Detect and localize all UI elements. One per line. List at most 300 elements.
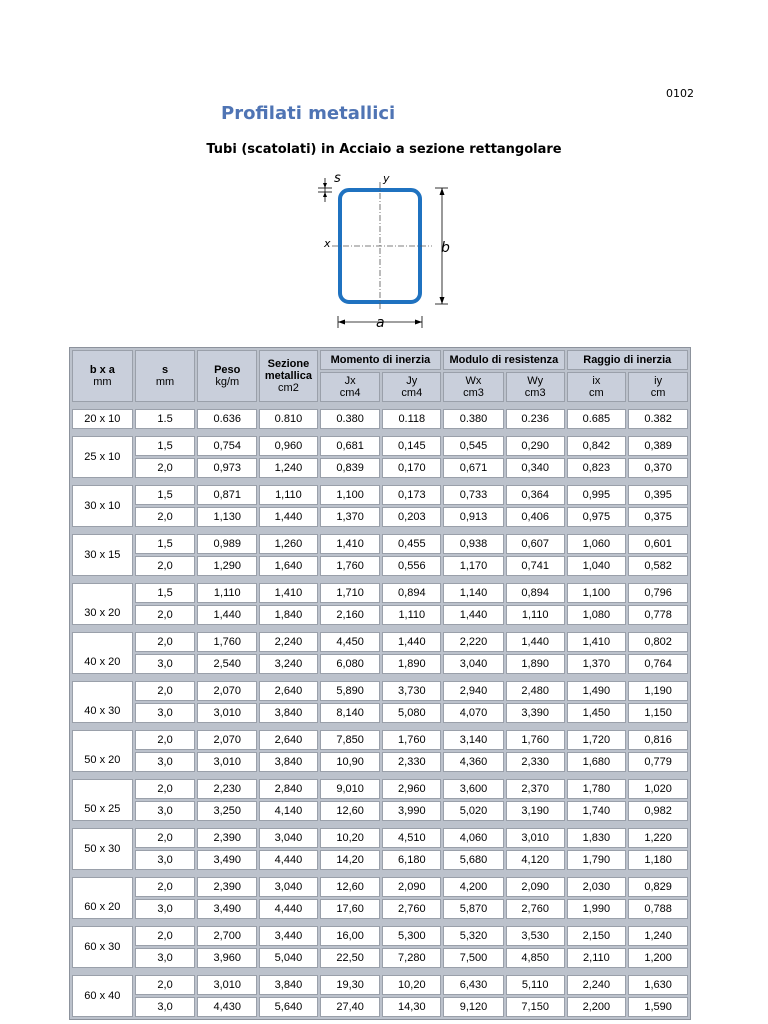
value-cell: 0,671 [443, 458, 504, 478]
size-cell: 50 x 30 [72, 828, 133, 870]
value-cell: 3,0 [135, 948, 196, 968]
value-cell: 12,60 [320, 877, 381, 897]
value-cell: 2,230 [197, 779, 257, 799]
value-cell: 1,190 [628, 681, 688, 701]
value-cell: 2,0 [135, 975, 196, 995]
value-cell: 0,842 [567, 436, 627, 456]
table-row [72, 583, 688, 603]
value-cell: 1,110 [197, 583, 257, 603]
value-cell: 0,556 [382, 556, 441, 576]
value-cell: 3,0 [135, 752, 196, 772]
value-cell: 2,0 [135, 507, 196, 527]
value-cell: 1,020 [628, 779, 688, 799]
value-cell: 1,130 [197, 507, 257, 527]
col-header-bxa: b x a mm [72, 350, 133, 402]
value-cell: 0,145 [382, 436, 441, 456]
col-header-peso: Peso kg/m [197, 350, 257, 402]
value-cell: 0,545 [443, 436, 504, 456]
value-cell: 0.236 [506, 409, 565, 429]
value-cell: 2,0 [135, 779, 196, 799]
table-row [72, 409, 688, 429]
value-cell: 10,20 [320, 828, 381, 848]
value-cell: 2,640 [259, 681, 318, 701]
value-cell: 2,480 [506, 681, 565, 701]
table-row [72, 828, 688, 848]
table-row [72, 703, 688, 723]
value-cell: 17,60 [320, 899, 381, 919]
value-cell: 0,173 [382, 485, 441, 505]
value-cell: 0,779 [628, 752, 688, 772]
value-cell: 4,360 [443, 752, 504, 772]
table-row [72, 975, 688, 995]
table-row [72, 730, 688, 750]
value-cell: 1,710 [320, 583, 381, 603]
group-spacer [72, 970, 688, 973]
value-cell: 2,640 [259, 730, 318, 750]
value-cell: 1,110 [259, 485, 318, 505]
value-cell: 3,390 [506, 703, 565, 723]
value-cell: 0,894 [382, 583, 441, 603]
value-cell: 4,440 [259, 850, 318, 870]
value-cell: 2,0 [135, 458, 196, 478]
group-spacer [72, 676, 688, 679]
value-cell: 0,778 [628, 605, 688, 625]
value-cell: 1,720 [567, 730, 627, 750]
value-cell: 1,080 [567, 605, 627, 625]
table-row [72, 926, 688, 946]
table-row [72, 877, 688, 897]
size-cell: 50 x 20 [72, 730, 133, 772]
value-cell: 1,5 [135, 583, 196, 603]
value-cell: 2,390 [197, 877, 257, 897]
table-body [72, 404, 688, 1017]
value-cell: 0,455 [382, 534, 441, 554]
value-cell: 3,730 [382, 681, 441, 701]
value-cell: 4,850 [506, 948, 565, 968]
value-cell: 2,540 [197, 654, 257, 674]
value-cell: 1,5 [135, 436, 196, 456]
table-row [72, 436, 688, 456]
value-cell: 1,440 [443, 605, 504, 625]
value-cell: 5,890 [320, 681, 381, 701]
value-cell: 1,840 [259, 605, 318, 625]
value-cell: 3,600 [443, 779, 504, 799]
table-row [72, 632, 688, 652]
group-header-modulo: Modulo di resistenza [443, 350, 564, 370]
value-cell: 4,200 [443, 877, 504, 897]
value-cell: 0,829 [628, 877, 688, 897]
value-cell: 1,370 [567, 654, 627, 674]
value-cell: 1,100 [320, 485, 381, 505]
value-cell: 6,180 [382, 850, 441, 870]
value-cell: 1,890 [382, 654, 441, 674]
table-row [72, 681, 688, 701]
value-cell: 4,120 [506, 850, 565, 870]
value-cell: 2,0 [135, 828, 196, 848]
table-row [72, 534, 688, 554]
size-cell: 60 x 40 [72, 975, 133, 1017]
value-cell: 1,260 [259, 534, 318, 554]
value-cell: 2,960 [382, 779, 441, 799]
group-spacer [72, 431, 688, 434]
value-cell: 1,680 [567, 752, 627, 772]
value-cell: 2,0 [135, 605, 196, 625]
value-cell: 1,200 [628, 948, 688, 968]
value-cell: 3,140 [443, 730, 504, 750]
value-cell: 1,790 [567, 850, 627, 870]
table-row [72, 605, 688, 625]
value-cell: 2,200 [567, 997, 627, 1017]
value-cell: 2,150 [567, 926, 627, 946]
value-cell: 1,240 [628, 926, 688, 946]
value-cell: 1,5 [135, 485, 196, 505]
value-cell: 0,816 [628, 730, 688, 750]
value-cell: 3,040 [259, 828, 318, 848]
value-cell: 12,60 [320, 801, 381, 821]
value-cell: 7,280 [382, 948, 441, 968]
table-row [72, 556, 688, 576]
value-cell: 1,040 [567, 556, 627, 576]
table-row [72, 779, 688, 799]
value-cell: 3,490 [197, 850, 257, 870]
value-cell: 1,060 [567, 534, 627, 554]
value-cell: 1,990 [567, 899, 627, 919]
value-cell: 1,440 [259, 507, 318, 527]
value-cell: 9,010 [320, 779, 381, 799]
value-cell: 4,060 [443, 828, 504, 848]
value-cell: 2,0 [135, 681, 196, 701]
properties-table [69, 347, 691, 1020]
size-cell: 25 x 10 [72, 436, 133, 478]
value-cell: 0,389 [628, 436, 688, 456]
value-cell: 1,830 [567, 828, 627, 848]
value-cell: 3,960 [197, 948, 257, 968]
value-cell: 3,0 [135, 899, 196, 919]
value-cell: 0.810 [259, 409, 318, 429]
value-cell: 0,960 [259, 436, 318, 456]
value-cell: 2,330 [506, 752, 565, 772]
value-cell: 7,150 [506, 997, 565, 1017]
y-label: y [383, 172, 390, 185]
value-cell: 3,840 [259, 703, 318, 723]
group-header-momento: Momento di inerzia [320, 350, 441, 370]
value-cell: 0,802 [628, 632, 688, 652]
group-spacer [72, 480, 688, 483]
value-cell: 3,010 [197, 975, 257, 995]
value-cell: 3,0 [135, 654, 196, 674]
value-cell: 3,0 [135, 997, 196, 1017]
group-spacer [72, 627, 688, 630]
a-label: a [376, 315, 385, 331]
value-cell: 7,850 [320, 730, 381, 750]
value-cell: 1,410 [259, 583, 318, 603]
size-cell: 30 x 20 [72, 583, 133, 625]
value-cell: 0,681 [320, 436, 381, 456]
value-cell: 6,080 [320, 654, 381, 674]
value-cell: 3,530 [506, 926, 565, 946]
value-cell: 0,995 [567, 485, 627, 505]
value-cell: 2,760 [506, 899, 565, 919]
value-cell: 2,0 [135, 730, 196, 750]
value-cell: 1,370 [320, 507, 381, 527]
value-cell: 0.636 [197, 409, 257, 429]
value-cell: 1,410 [320, 534, 381, 554]
page-subtitle: Tubi (scatolati) in Acciaio a sezione rettangolare [206, 142, 562, 157]
value-cell: 0,741 [506, 556, 565, 576]
value-cell: 0.382 [628, 409, 688, 429]
value-cell: 4,450 [320, 632, 381, 652]
value-cell: 3,190 [506, 801, 565, 821]
value-cell: 2,0 [135, 926, 196, 946]
value-cell: 4,140 [259, 801, 318, 821]
value-cell: 27,40 [320, 997, 381, 1017]
col-header-jx: Jx cm4 [320, 372, 381, 402]
value-cell: 2,840 [259, 779, 318, 799]
value-cell: 1,410 [567, 632, 627, 652]
b-label: b [441, 240, 450, 256]
value-cell: 8,140 [320, 703, 381, 723]
value-cell: 14,20 [320, 850, 381, 870]
value-cell: 1,140 [443, 583, 504, 603]
value-cell: 10,90 [320, 752, 381, 772]
value-cell: 2,0 [135, 556, 196, 576]
value-cell: 2,070 [197, 681, 257, 701]
table-row [72, 485, 688, 505]
value-cell: 0,823 [567, 458, 627, 478]
value-cell: 14,30 [382, 997, 441, 1017]
value-cell: 1,100 [567, 583, 627, 603]
size-cell: 30 x 15 [72, 534, 133, 576]
col-header-ix: ix cm [567, 372, 627, 402]
value-cell: 0,395 [628, 485, 688, 505]
value-cell: 1,440 [506, 632, 565, 652]
group-spacer [72, 872, 688, 875]
value-cell: 1,490 [567, 681, 627, 701]
value-cell: 0,406 [506, 507, 565, 527]
table-row [72, 948, 688, 968]
value-cell: 0,170 [382, 458, 441, 478]
value-cell: 0.685 [567, 409, 627, 429]
value-cell: 2,760 [382, 899, 441, 919]
value-cell: 3,0 [135, 850, 196, 870]
value-cell: 0,938 [443, 534, 504, 554]
value-cell: 0,975 [567, 507, 627, 527]
col-header-s: s mm [135, 350, 196, 402]
value-cell: 3,040 [259, 877, 318, 897]
value-cell: 0,796 [628, 583, 688, 603]
value-cell: 0,607 [506, 534, 565, 554]
group-spacer [72, 529, 688, 532]
value-cell: 0.380 [443, 409, 504, 429]
table-row [72, 801, 688, 821]
value-cell: 1.5 [135, 409, 196, 429]
value-cell: 0,764 [628, 654, 688, 674]
value-cell: 1,5 [135, 534, 196, 554]
value-cell: 4,430 [197, 997, 257, 1017]
value-cell: 5,640 [259, 997, 318, 1017]
value-cell: 3,0 [135, 703, 196, 723]
value-cell: 0,894 [506, 583, 565, 603]
size-cell: 60 x 20 [72, 877, 133, 919]
col-header-jy: Jy cm4 [382, 372, 441, 402]
value-cell: 0,754 [197, 436, 257, 456]
value-cell: 0,290 [506, 436, 565, 456]
value-cell: 0,733 [443, 485, 504, 505]
value-cell: 0,601 [628, 534, 688, 554]
value-cell: 1,450 [567, 703, 627, 723]
value-cell: 1,440 [197, 605, 257, 625]
value-cell: 3,840 [259, 752, 318, 772]
value-cell: 3,010 [197, 703, 257, 723]
value-cell: 2,030 [567, 877, 627, 897]
value-cell: 1,760 [506, 730, 565, 750]
value-cell: 1,240 [259, 458, 318, 478]
value-cell: 1,760 [320, 556, 381, 576]
x-label: x [324, 237, 331, 250]
col-header-wx: Wx cm3 [443, 372, 504, 402]
group-spacer [72, 921, 688, 924]
value-cell: 2,110 [567, 948, 627, 968]
value-cell: 3,010 [506, 828, 565, 848]
size-cell: 30 x 10 [72, 485, 133, 527]
table-row [72, 997, 688, 1017]
value-cell: 4,070 [443, 703, 504, 723]
value-cell: 2,090 [506, 877, 565, 897]
value-cell: 0,370 [628, 458, 688, 478]
col-header-wy: Wy cm3 [506, 372, 565, 402]
page-number: 0102 [666, 87, 694, 100]
value-cell: 2,240 [259, 632, 318, 652]
value-cell: 0,973 [197, 458, 257, 478]
value-cell: 1,290 [197, 556, 257, 576]
value-cell: 5,300 [382, 926, 441, 946]
value-cell: 5,040 [259, 948, 318, 968]
group-spacer [72, 725, 688, 728]
table-row [72, 752, 688, 772]
size-cell: 50 x 25 [72, 779, 133, 821]
value-cell: 2,240 [567, 975, 627, 995]
value-cell: 0,989 [197, 534, 257, 554]
value-cell: 2,0 [135, 877, 196, 897]
value-cell: 3,010 [197, 752, 257, 772]
table-row [72, 850, 688, 870]
value-cell: 2,220 [443, 632, 504, 652]
group-spacer [72, 578, 688, 581]
value-cell: 2,160 [320, 605, 381, 625]
value-cell: 1,740 [567, 801, 627, 821]
value-cell: 1,440 [382, 632, 441, 652]
value-cell: 0,582 [628, 556, 688, 576]
value-cell: 3,990 [382, 801, 441, 821]
table-row [72, 458, 688, 478]
value-cell: 1,760 [197, 632, 257, 652]
value-cell: 0,364 [506, 485, 565, 505]
value-cell: 0.380 [320, 409, 381, 429]
value-cell: 5,680 [443, 850, 504, 870]
value-cell: 0,375 [628, 507, 688, 527]
value-cell: 2,090 [382, 877, 441, 897]
group-spacer [72, 404, 688, 407]
value-cell: 5,110 [506, 975, 565, 995]
table-row [72, 899, 688, 919]
value-cell: 3,250 [197, 801, 257, 821]
value-cell: 5,080 [382, 703, 441, 723]
value-cell: 0,839 [320, 458, 381, 478]
value-cell: 1,760 [382, 730, 441, 750]
col-header-sezione: Sezione metallica cm2 [259, 350, 318, 402]
value-cell: 7,500 [443, 948, 504, 968]
value-cell: 0.118 [382, 409, 441, 429]
value-cell: 19,30 [320, 975, 381, 995]
value-cell: 3,040 [443, 654, 504, 674]
value-cell: 22,50 [320, 948, 381, 968]
value-cell: 2,370 [506, 779, 565, 799]
value-cell: 0,871 [197, 485, 257, 505]
value-cell: 2,330 [382, 752, 441, 772]
group-spacer [72, 823, 688, 826]
value-cell: 0,788 [628, 899, 688, 919]
value-cell: 4,440 [259, 899, 318, 919]
value-cell: 0,913 [443, 507, 504, 527]
value-cell: 1,170 [443, 556, 504, 576]
value-cell: 4,510 [382, 828, 441, 848]
size-cell: 60 x 30 [72, 926, 133, 968]
value-cell: 6,430 [443, 975, 504, 995]
value-cell: 10,20 [382, 975, 441, 995]
value-cell: 1,150 [628, 703, 688, 723]
page-title: Profilati metallici [221, 103, 396, 124]
value-cell: 3,240 [259, 654, 318, 674]
value-cell: 2,070 [197, 730, 257, 750]
value-cell: 1,590 [628, 997, 688, 1017]
rectangular-section-diagram [310, 168, 460, 336]
size-cell: 40 x 20 [72, 632, 133, 674]
value-cell: 1,780 [567, 779, 627, 799]
value-cell: 3,0 [135, 801, 196, 821]
value-cell: 16,00 [320, 926, 381, 946]
value-cell: 5,320 [443, 926, 504, 946]
value-cell: 5,020 [443, 801, 504, 821]
table-row [72, 507, 688, 527]
value-cell: 1,640 [259, 556, 318, 576]
value-cell: 5,870 [443, 899, 504, 919]
value-cell: 1,110 [506, 605, 565, 625]
value-cell: 3,490 [197, 899, 257, 919]
size-cell: 40 x 30 [72, 681, 133, 723]
value-cell: 0,982 [628, 801, 688, 821]
col-header-iy: iy cm [628, 372, 688, 402]
value-cell: 1,110 [382, 605, 441, 625]
value-cell: 2,390 [197, 828, 257, 848]
value-cell: 0,340 [506, 458, 565, 478]
value-cell: 2,0 [135, 632, 196, 652]
value-cell: 3,440 [259, 926, 318, 946]
value-cell: 2,940 [443, 681, 504, 701]
value-cell: 3,840 [259, 975, 318, 995]
table-row [72, 654, 688, 674]
value-cell: 1,180 [628, 850, 688, 870]
group-header-raggio: Raggio di inerzia [567, 350, 688, 370]
group-spacer [72, 774, 688, 777]
value-cell: 1,220 [628, 828, 688, 848]
value-cell: 2,700 [197, 926, 257, 946]
value-cell: 1,890 [506, 654, 565, 674]
value-cell: 9,120 [443, 997, 504, 1017]
size-cell: 20 x 10 [72, 409, 133, 429]
value-cell: 1,630 [628, 975, 688, 995]
value-cell: 0,203 [382, 507, 441, 527]
s-label: s [334, 171, 341, 186]
